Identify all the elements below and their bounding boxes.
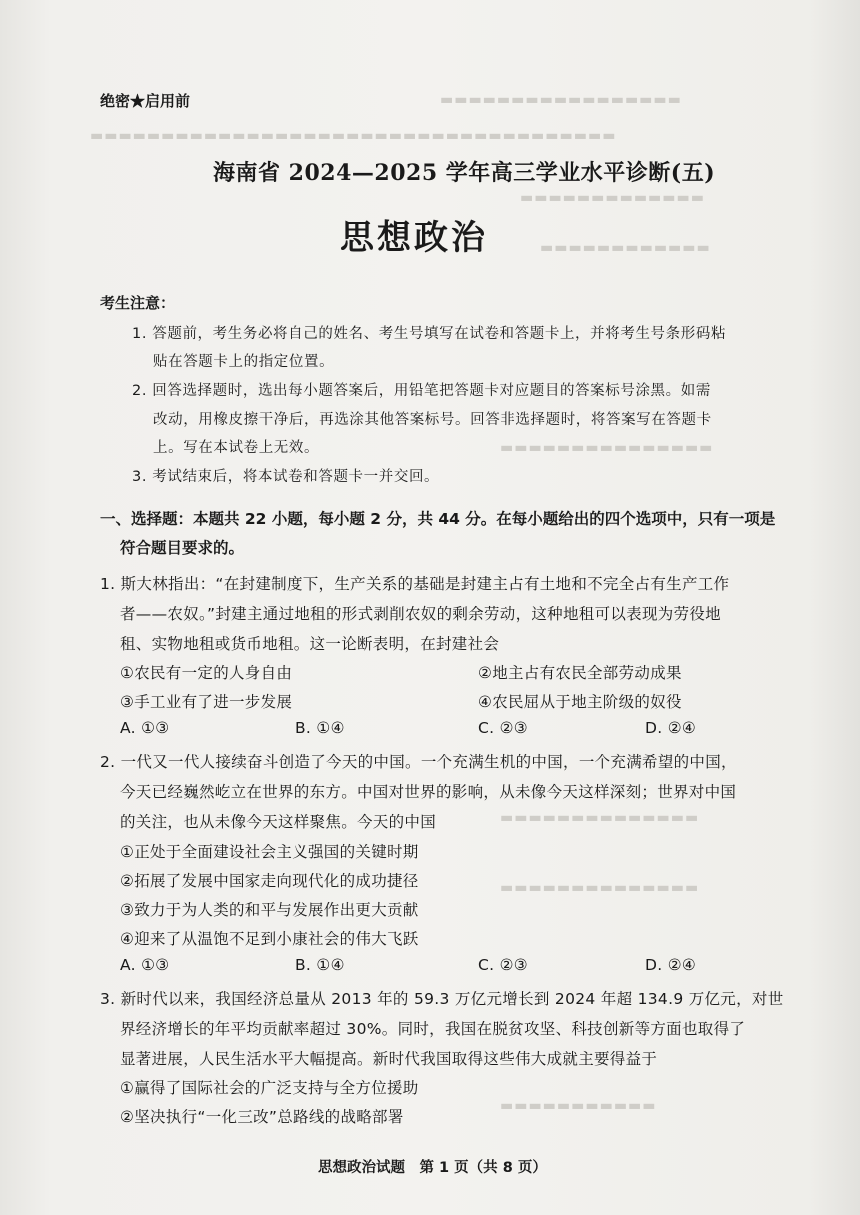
q2-stem: 2. 一代又一代人接续奋斗创造了今天的中国。一个充满生机的中国，一个充满希望的中国， (100, 753, 737, 771)
bleed-through-line: ▬▬▬▬▬▬▬▬▬▬▬▬▬▬▬▬▬▬▬▬▬▬▬▬▬▬▬▬▬▬▬▬▬▬▬▬▬ (90, 128, 617, 144)
q2-choice-c: C. ②③ (478, 956, 528, 974)
notice-line: 上。写在本试卷上无效。 (153, 440, 320, 456)
bleed-through-line: ▬▬▬▬▬▬▬▬▬▬▬▬▬▬▬▬▬ (440, 92, 682, 108)
q1-choice-b: B. ①④ (295, 719, 345, 737)
q1-statement-4: ④农民屈从于地主阶级的奴役 (478, 693, 682, 711)
q1-choice-a: A. ①③ (120, 719, 170, 737)
q3-statement-1: ①赢得了国际社会的广泛支持与全方位援助 (120, 1079, 419, 1097)
q2-statement-2: ②拓展了发展中国家走向现代化的成功捷径 (120, 872, 419, 890)
exam-title: 海南省 2024—2025 学年高三学业水平诊断(五) (213, 160, 716, 186)
bleed-through-line: ▬▬▬▬▬▬▬▬▬▬▬▬▬▬ (500, 810, 700, 826)
secret-mark: 绝密★启用前 (100, 92, 191, 110)
q1-choice-c: C. ②③ (478, 719, 528, 737)
q2-stem: 的关注，也从未像今天这样聚焦。今天的中国 (120, 813, 437, 831)
notice-line: 2. 回答选择题时，选出每小题答案后，用铅笔把答题卡对应题目的答案标号涂黑。如需 (132, 383, 711, 399)
subject-title: 思想政治 (340, 218, 488, 258)
notice-line: 3. 考试结束后，将本试卷和答题卡一并交回。 (132, 469, 440, 485)
q3-statement-2: ②坚决执行“一化三改”总路线的战略部署 (120, 1108, 404, 1126)
q3-stem: 界经济增长的年平均贡献率超过 30%。同时，我国在脱贫攻坚、科技创新等方面也取得了 (120, 1020, 746, 1038)
q1-statement-1: ①农民有一定的人身自由 (120, 664, 293, 682)
q2-choice-b: B. ①④ (295, 956, 345, 974)
notice-title: 考生注意： (100, 294, 176, 312)
bleed-through-line: ▬▬▬▬▬▬▬▬▬▬▬▬▬▬ (500, 880, 700, 896)
notice-line: 贴在答题卡上的指定位置。 (153, 354, 335, 370)
q2-stem: 今天已经巍然屹立在世界的东方。中国对世界的影响，从未像今天这样深刻；世界对中国 (120, 783, 737, 801)
bleed-through-line: ▬▬▬▬▬▬▬▬▬▬▬▬▬▬▬ (500, 440, 714, 456)
q1-statement-2: ②地主占有农民全部劳动成果 (478, 664, 682, 682)
bleed-through-line: ▬▬▬▬▬▬▬▬▬▬▬ (500, 1098, 657, 1114)
q3-stem: 显著进展，人民生活水平大幅提高。新时代我国取得这些伟大成就主要得益于 (120, 1050, 658, 1068)
page-footer: 思想政治试题 第 1 页（共 8 页） (318, 1160, 547, 1176)
q1-stem: 1. 斯大林指出：“在封建制度下，生产关系的基础是封建主占有土地和不完全占有生产工作 (100, 575, 730, 593)
section-heading-cont: 符合题目要求的。 (120, 539, 245, 557)
bleed-through-line: ▬▬▬▬▬▬▬▬▬▬▬▬ (540, 240, 711, 256)
notice-line: 改动，用橡皮擦干净后，再选涂其他答案标号。回答非选择题时，将答案写在答题卡 (153, 412, 712, 428)
q2-choice-d: D. ②④ (645, 956, 697, 974)
q2-statement-1: ①正处于全面建设社会主义强国的关键时期 (120, 843, 419, 861)
q1-choice-d: D. ②④ (645, 719, 697, 737)
q1-statement-3: ③手工业有了进一步发展 (120, 693, 293, 711)
q1-stem: 租、实物地租或货币地租。这一论断表明，在封建社会 (120, 635, 500, 653)
q2-statement-4: ④迎来了从温饱不足到小康社会的伟大飞跃 (120, 930, 419, 948)
q1-stem: 者——农奴。”封建主通过地租的形式剥削农奴的剩余劳动，这种地租可以表现为劳役地 (120, 605, 721, 623)
q3-stem: 3. 新时代以来，我国经济总量从 2013 年的 59.3 万亿元增长到 2024 年超 134.9 万亿元，对世 (100, 990, 784, 1008)
section-heading: 一、选择题：本题共 22 小题，每小题 2 分，共 44 分。在每小题给出的四个选项中，只有一项是 (100, 510, 776, 528)
bleed-through-line: ▬▬▬▬▬▬▬▬▬▬▬▬▬ (520, 190, 705, 206)
q2-statement-3: ③致力于为人类的和平与发展作出更大贡献 (120, 901, 419, 919)
q2-choice-a: A. ①③ (120, 956, 170, 974)
notice-line: 1. 答题前，考生务必将自己的姓名、考生号填写在试卷和答题卡上，并将考生号条形码粘 (132, 326, 727, 342)
